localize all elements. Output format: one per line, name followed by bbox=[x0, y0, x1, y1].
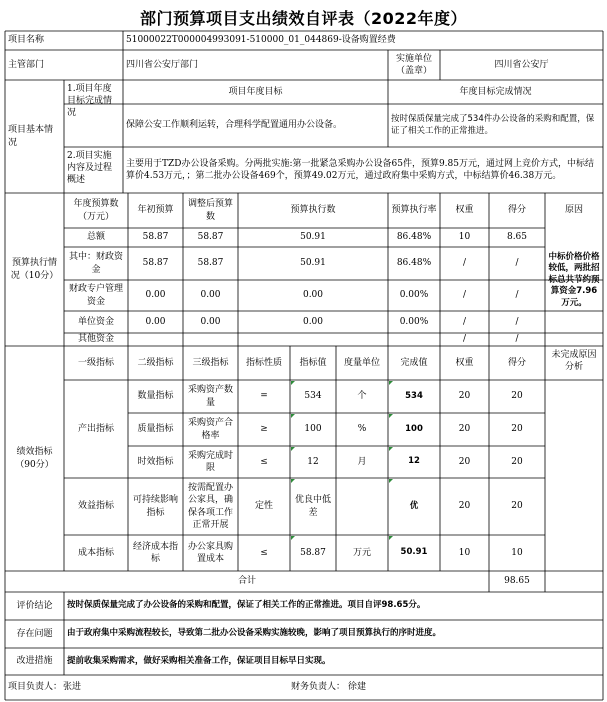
budget-row-executed: 50.91 bbox=[300, 232, 326, 243]
total-label: 合计 bbox=[237, 576, 256, 587]
budget-header-adjusted: 调整后预算数 bbox=[187, 199, 233, 222]
perf-target: 100 bbox=[304, 424, 322, 435]
perf-actual: 优 bbox=[409, 500, 419, 511]
perf-target: 12 bbox=[307, 456, 319, 467]
perf-level2: 质量指标 bbox=[137, 424, 174, 435]
budget-row-initial: 58.87 bbox=[142, 258, 169, 269]
perf-header-weight: 权重 bbox=[455, 357, 474, 368]
perf-target: 58.87 bbox=[300, 547, 326, 558]
measures-label: 改进措施 bbox=[16, 656, 53, 667]
perf-header-level2: 二级指标 bbox=[137, 357, 174, 368]
budget-label: 预算执行情况（10分） bbox=[10, 258, 59, 281]
perf-nature: 定性 bbox=[254, 501, 273, 512]
perf-weight: 20 bbox=[458, 424, 471, 435]
budget-row-score: / bbox=[515, 258, 519, 269]
budget-row-initial: 0.00 bbox=[145, 316, 166, 327]
perf-weight: 20 bbox=[458, 501, 471, 512]
content-text: 主要用于TZD办公设备采购。分两批实施:第一批紧急采购办公设备65件，预算9.85万元，通过网上竞价方式，中标结算价4.53万元，；第二批办公设备469个，预算49.02万元，通过政府集中采购方式，中标结算价46.38万元。 bbox=[126, 158, 594, 181]
budget-row-executed: 50.91 bbox=[300, 258, 326, 269]
perf-score: 20 bbox=[511, 391, 523, 402]
budget-row-name: 单位资金 bbox=[77, 316, 114, 327]
cell-marker bbox=[389, 479, 393, 483]
perf-header-reason: 未完成原因分析 bbox=[551, 350, 597, 373]
budget-row-adjusted: 0.00 bbox=[200, 316, 221, 327]
cell-marker bbox=[389, 536, 393, 540]
finance-lead-name: 徐建 bbox=[348, 682, 367, 693]
perf-level2: 可持续影响指标 bbox=[132, 495, 178, 518]
performance-label: 绩效指标（90分） bbox=[15, 447, 54, 470]
budget-row-name: 财政专户管理资金 bbox=[68, 284, 123, 307]
perf-score: 20 bbox=[511, 456, 523, 467]
cell-marker bbox=[291, 447, 295, 451]
perf-nature: ≤ bbox=[260, 456, 268, 467]
budget-header-weight: 权重 bbox=[455, 205, 474, 216]
conclusion-label: 评价结论 bbox=[16, 600, 53, 611]
perf-level3: 采购资产合格率 bbox=[187, 418, 233, 441]
perf-weight: 10 bbox=[458, 547, 471, 558]
perf-level3: 采购完成时限 bbox=[187, 450, 233, 473]
cell-marker bbox=[291, 479, 295, 483]
project-name-label: 项目名称 bbox=[8, 35, 45, 46]
perf-unit bbox=[336, 478, 388, 535]
budget-row-rate: 86.48% bbox=[396, 258, 432, 269]
budget-row-score: 8.65 bbox=[506, 232, 528, 243]
budget-row-weight: / bbox=[462, 334, 467, 345]
goal-text: 保障公安工作顺利运转，合理科学配置通用办公设备。 bbox=[126, 120, 343, 131]
project-lead-name: 张进 bbox=[63, 682, 82, 693]
budget-row-score: / bbox=[515, 316, 519, 327]
goal-completion-label: 1.项目年度目标完成情况 bbox=[67, 84, 113, 119]
budget-row-weight: / bbox=[462, 290, 467, 301]
perf-header-nature: 指标性质 bbox=[245, 357, 282, 368]
budget-row-executed: 0.00 bbox=[302, 290, 324, 301]
goal-header: 项目年度目标 bbox=[228, 86, 283, 97]
budget-header-score: 得分 bbox=[507, 205, 526, 216]
perf-nature: ≤ bbox=[260, 547, 268, 558]
conclusion-text: 按时保质保量完成了办公设备的采购和配置，保证了相关工作的正常推进。项目自评98.65分。 bbox=[67, 600, 426, 611]
budget-row-score: / bbox=[515, 334, 519, 345]
cell-marker bbox=[291, 536, 295, 540]
cell-marker bbox=[389, 414, 393, 418]
issues-label: 存在问题 bbox=[16, 628, 53, 639]
project-name-value: 51000022T000004993091-510000_01_044869-设备购置经费 bbox=[126, 35, 396, 46]
issues-text: 由于政府集中采购流程较长，导致第二批办公设备采购实施较晚，影响了项目预算执行的序时进度。 bbox=[67, 628, 442, 639]
perf-level2: 时效指标 bbox=[137, 456, 174, 467]
perf-target: 优良中低差 bbox=[294, 495, 331, 518]
dept-label: 主管部门 bbox=[8, 59, 45, 70]
perf-score: 20 bbox=[511, 501, 523, 512]
budget-header-executed: 预算执行数 bbox=[290, 205, 336, 216]
result-text: 按时保质保量完成了534件办公设备的采购和配置，保证了相关工作的正常推进。 bbox=[391, 114, 595, 136]
perf-level3: 采购资产数量 bbox=[187, 385, 233, 408]
budget-row-name: 其中：财政资金 bbox=[68, 252, 123, 275]
perf-unit: 月 bbox=[357, 456, 367, 467]
budget-row-initial: 0.00 bbox=[145, 290, 166, 301]
perf-header-actual: 完成值 bbox=[400, 357, 428, 368]
budget-row-executed: 0.00 bbox=[302, 316, 324, 327]
perf-actual: 534 bbox=[405, 390, 423, 401]
dept-value: 四川省公安厅部门 bbox=[126, 59, 199, 70]
cell-marker bbox=[389, 447, 393, 451]
perf-actual: 100 bbox=[405, 423, 423, 434]
finance-lead-label: 财务负责人： bbox=[291, 682, 346, 693]
perf-header-unit: 度量单位 bbox=[343, 357, 380, 368]
budget-row-weight: / bbox=[462, 316, 467, 327]
perf-level3: 按需配置办公家具，确保各项工作正常开展 bbox=[187, 483, 233, 530]
budget-row-adjusted: 58.87 bbox=[197, 232, 224, 243]
perf-unit: % bbox=[357, 424, 367, 435]
budget-row-adjusted: 58.87 bbox=[197, 258, 224, 269]
result-header: 年度目标完成情况 bbox=[459, 86, 532, 97]
form-title: 部门预算项目支出绩效自评表（2022年度） bbox=[139, 9, 468, 28]
budget-row-weight: / bbox=[462, 258, 467, 269]
perf-score: 20 bbox=[511, 424, 523, 435]
perf-nature: ≥ bbox=[260, 424, 268, 435]
project-lead-label: 项目负责人： bbox=[8, 682, 63, 693]
cell-marker bbox=[291, 414, 295, 418]
impl-label: 实施单位（盖章） bbox=[395, 53, 432, 76]
perf-unit: 万元 bbox=[352, 547, 371, 558]
budget-row-weight: 10 bbox=[458, 232, 471, 243]
cell-marker bbox=[389, 381, 393, 385]
perf-actual: 12 bbox=[408, 456, 420, 467]
perf-target: 534 bbox=[304, 391, 322, 402]
budget-header-reason: 原因 bbox=[564, 205, 583, 216]
budget-header-initial: 年初预算 bbox=[137, 205, 174, 216]
perf-header-target: 指标值 bbox=[299, 357, 327, 368]
perf-level1-cost: 成本指标 bbox=[77, 547, 114, 558]
perf-header-level3: 三级指标 bbox=[192, 357, 229, 368]
perf-nature: = bbox=[260, 391, 268, 402]
budget-row-score: / bbox=[515, 290, 519, 301]
perf-level1-output: 产出指标 bbox=[77, 423, 114, 434]
impl-value: 四川省公安厅 bbox=[494, 59, 549, 70]
perf-header-level1: 一级指标 bbox=[77, 357, 114, 368]
perf-actual: 50.91 bbox=[400, 547, 428, 558]
budget-row-adjusted: 0.00 bbox=[200, 290, 221, 301]
perf-level1-benefit: 效益指标 bbox=[77, 501, 114, 512]
cell-marker bbox=[291, 381, 295, 385]
budget-header-amount: 年度预算数（万元） bbox=[73, 199, 119, 222]
perf-level2: 经济成本指标 bbox=[132, 541, 178, 564]
budget-row-rate: 86.48% bbox=[396, 232, 432, 243]
budget-row-initial: 58.87 bbox=[142, 232, 169, 243]
measures-text: 提前收集采购需求，做好采购相关准备工作，保证项目目标早日实现。 bbox=[67, 655, 331, 666]
perf-level2: 数量指标 bbox=[137, 391, 174, 402]
perf-header-score: 得分 bbox=[507, 357, 526, 368]
budget-header-rate: 预算执行率 bbox=[391, 205, 437, 216]
basic-info-label: 项目基本情况 bbox=[8, 125, 54, 148]
perf-unit: 个 bbox=[357, 391, 367, 402]
content-label: 2.项目实施内容及过程概述 bbox=[67, 151, 113, 186]
perf-weight: 20 bbox=[458, 391, 471, 402]
perf-weight: 20 bbox=[458, 456, 471, 467]
budget-row-name: 其他资金 bbox=[77, 334, 114, 345]
budget-row-rate: 0.00% bbox=[399, 316, 429, 327]
perf-score: 10 bbox=[511, 547, 523, 558]
budget-row-rate: 0.00% bbox=[399, 290, 429, 301]
perf-level3: 办公家具购置成本 bbox=[187, 541, 233, 564]
total-score: 98.65 bbox=[504, 576, 530, 587]
budget-row-name: 总额 bbox=[86, 232, 105, 243]
budget-reason: 中标价格价格较低，两批招标总共节约预算资金7.96万元。 bbox=[548, 251, 600, 308]
